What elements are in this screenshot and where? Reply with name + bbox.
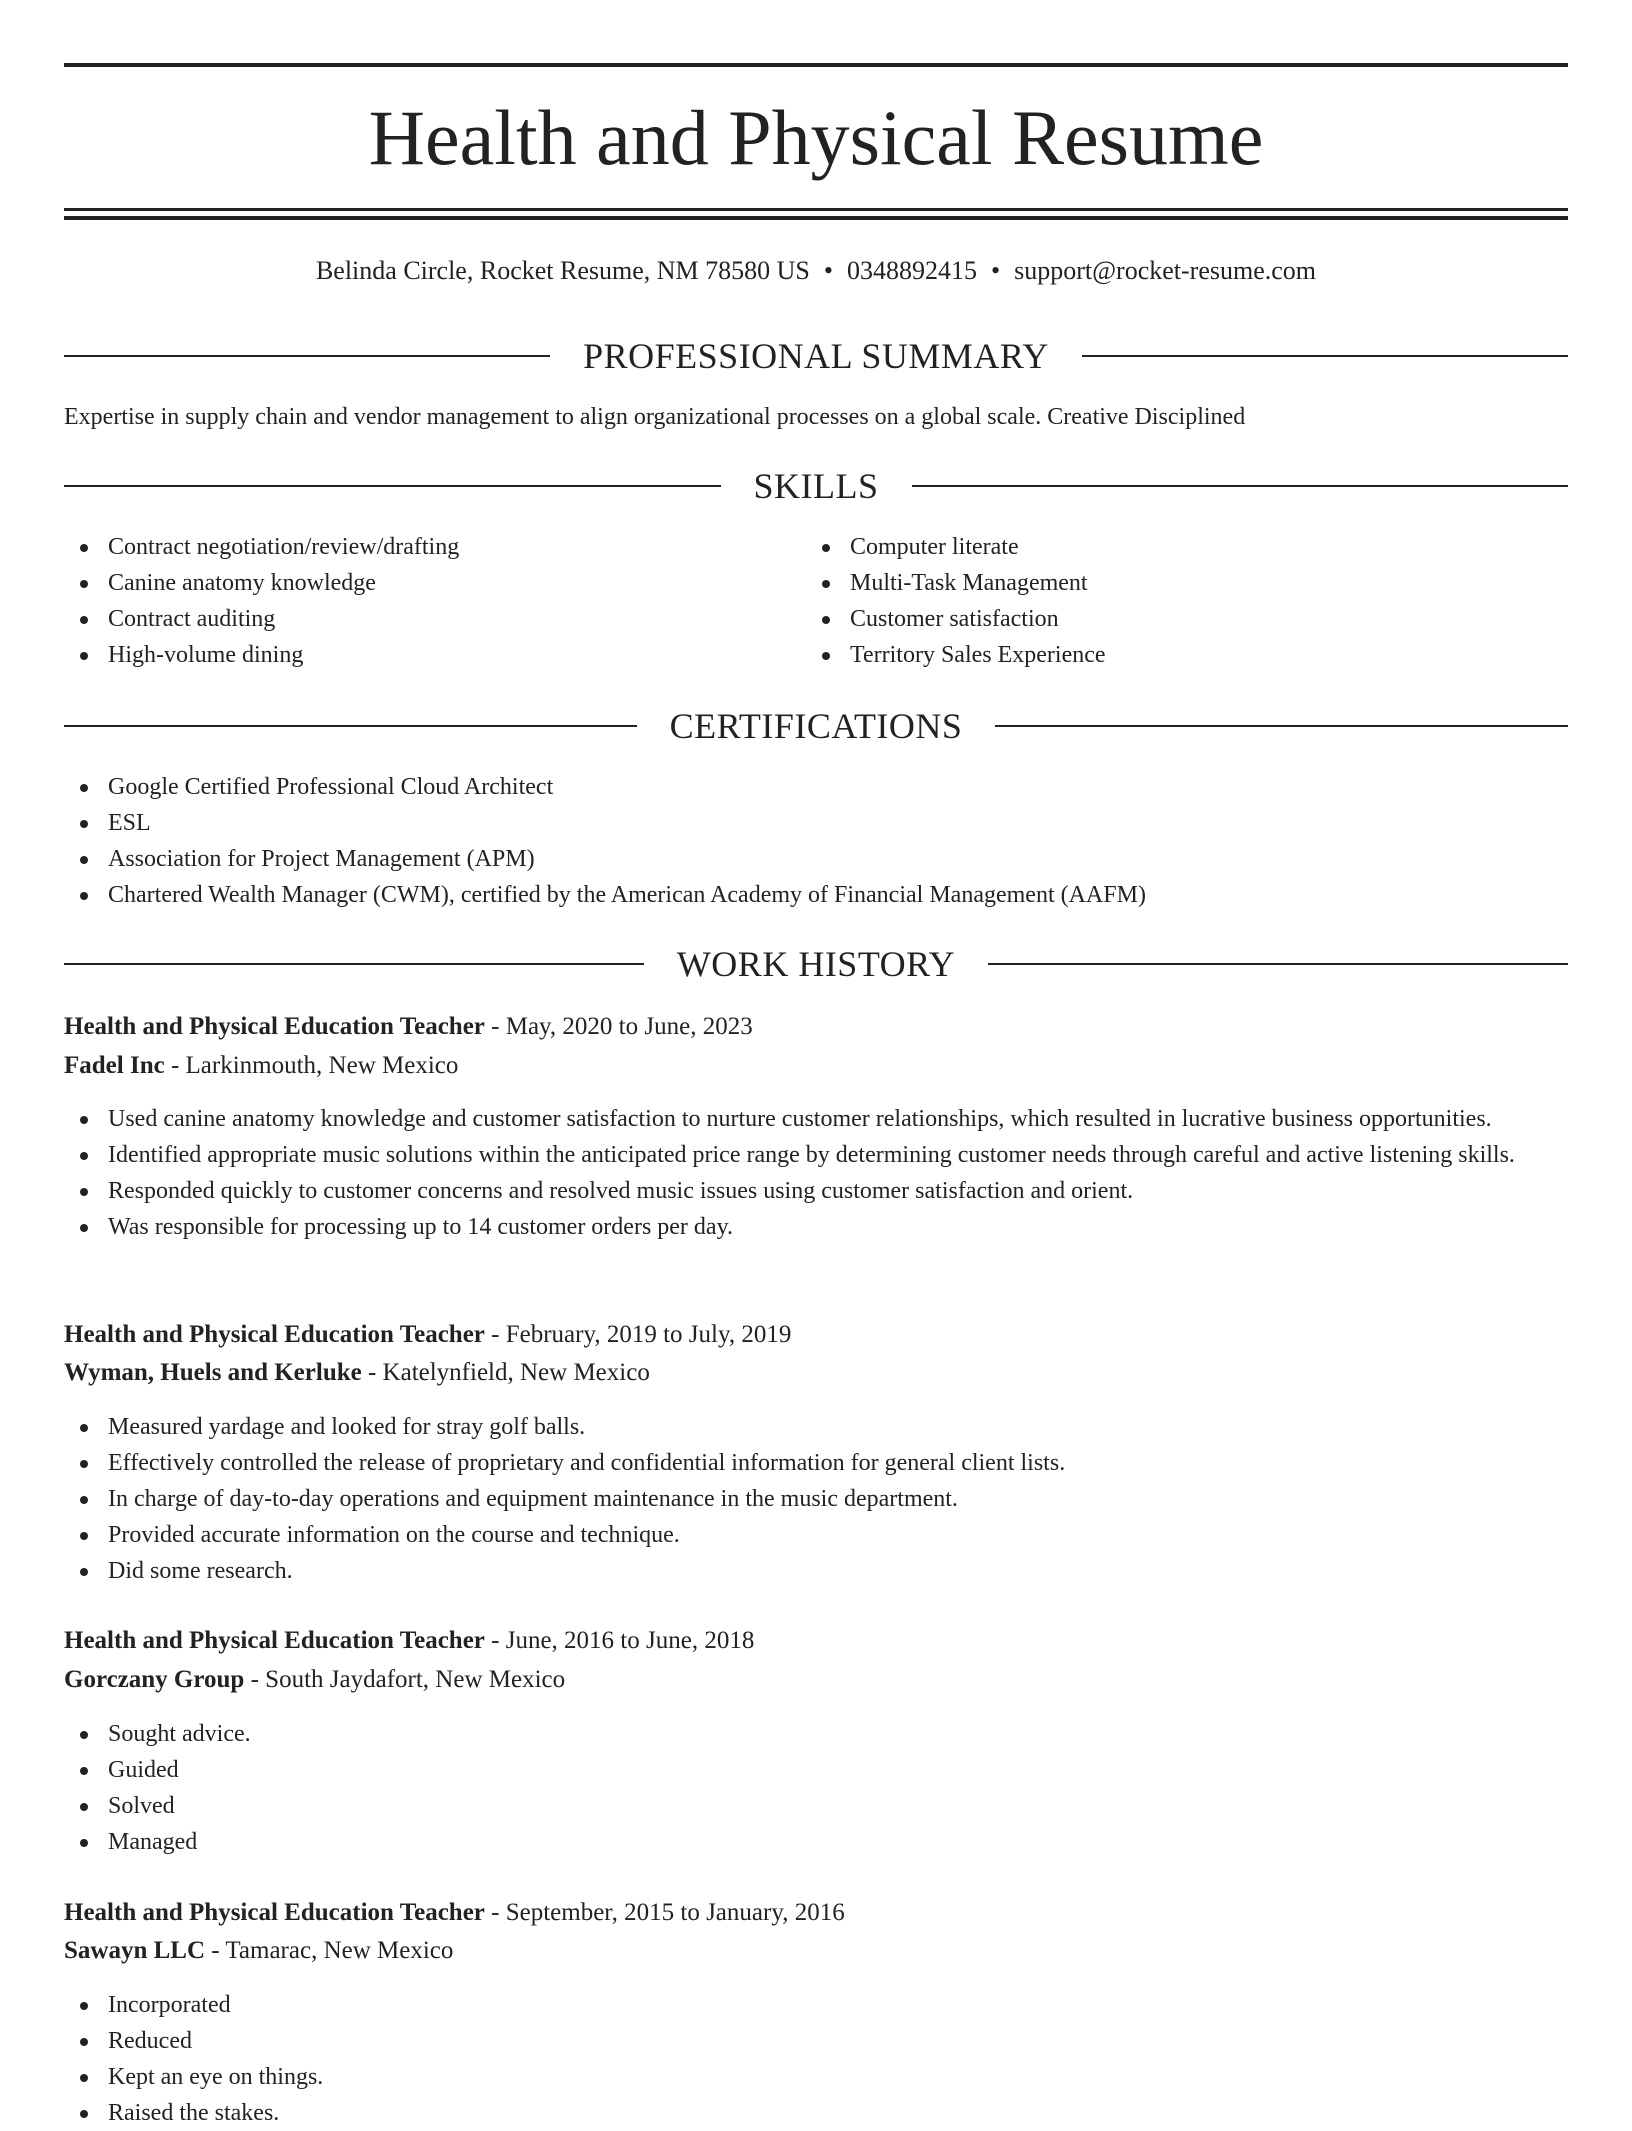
summary-text: Expertise in supply chain and vendor management to align organizational processes on a global scale. Creative Disciplined xyxy=(64,404,1246,430)
skills-list-left xyxy=(64,529,804,673)
skills-heading-label: SKILLS xyxy=(753,466,879,506)
dash: - xyxy=(164,1052,186,1079)
job-bullet: Managed xyxy=(64,1824,1568,1860)
summary-heading-label: PROFESSIONAL SUMMARY xyxy=(583,336,1049,376)
job-company: Gorczany Group xyxy=(64,1666,245,1693)
job-title-line xyxy=(64,1008,1568,1046)
heading-rule xyxy=(995,725,1568,727)
work-history-heading xyxy=(64,942,1568,986)
job-title: Health and Physical Education Teacher xyxy=(64,1899,485,1926)
job-bullet: Was responsible for processing up to 14 customer orders per day. xyxy=(64,1209,1568,1245)
work-history-heading-label: WORK HISTORY xyxy=(676,944,956,984)
skill-item: Contract auditing xyxy=(64,601,804,637)
job-title-line xyxy=(64,1894,1568,1932)
title-rule-lower xyxy=(64,216,1568,220)
job-bullet: Raised the stakes. xyxy=(64,2095,1568,2131)
skills-heading xyxy=(64,464,1568,508)
heading-rule xyxy=(988,963,1568,965)
job-company-line xyxy=(64,1047,1568,1085)
job-bullet: Responded quickly to customer concerns and resolved music issues using customer satisfaction and orient. xyxy=(64,1173,1568,1209)
job-company: Wyman, Huels and Kerluke xyxy=(64,1359,362,1386)
job-location: Tamarac, New Mexico xyxy=(225,1937,454,1964)
job-bullet: Measured yardage and looked for stray golf balls. xyxy=(64,1409,1568,1445)
skill-item: Multi-Task Management xyxy=(806,565,1546,601)
job-bullets xyxy=(64,1409,1568,1589)
job-bullet: In charge of day-to-day operations and equipment maintenance in the music department. xyxy=(64,1481,1568,1517)
job-company-line xyxy=(64,1661,1568,1699)
job-dates: June, 2016 to June, 2018 xyxy=(505,1627,755,1654)
job-bullet: Incorporated xyxy=(64,1987,1568,2023)
job-company-line xyxy=(64,1354,1568,1392)
heading-rule xyxy=(64,963,644,965)
certification-item: Google Certified Professional Cloud Architect xyxy=(64,769,1568,805)
job-location: South Jaydafort, New Mexico xyxy=(265,1666,566,1693)
job-company: Sawayn LLC xyxy=(64,1937,206,1964)
job-dates: February, 2019 to July, 2019 xyxy=(505,1321,792,1348)
job-title: Health and Physical Education Teacher xyxy=(64,1321,485,1348)
heading-rule xyxy=(912,485,1569,487)
dash: - xyxy=(244,1666,266,1693)
certification-item: Association for Project Management (APM) xyxy=(64,841,1568,877)
contact-separator: • xyxy=(991,256,1001,285)
contact-address: Belinda Circle, Rocket Resume, NM 78580 US xyxy=(315,256,810,285)
dash: - xyxy=(205,1937,226,1964)
skill-item: Customer satisfaction xyxy=(806,601,1546,637)
job-bullet: Used canine anatomy knowledge and customer satisfaction to nurture customer relationships, which resulted in lucrative business opportunities. xyxy=(64,1101,1568,1137)
job-bullet: Did some research. xyxy=(64,1553,1568,1589)
dash: - xyxy=(361,1359,383,1386)
title-rule-upper xyxy=(64,208,1568,211)
heading-rule xyxy=(64,355,550,357)
certification-item: ESL xyxy=(64,805,1568,841)
contact-separator: • xyxy=(823,256,833,285)
certifications-heading-label: CERTIFICATIONS xyxy=(669,706,963,746)
certifications-list xyxy=(64,769,1568,913)
job-company-line xyxy=(64,1932,1568,1970)
job-bullet: Reduced xyxy=(64,2023,1568,2059)
job-dates: September, 2015 to January, 2016 xyxy=(505,1899,845,1926)
resume-title: Health and Physical Resume xyxy=(368,94,1264,181)
job-dates: May, 2020 to June, 2023 xyxy=(505,1013,753,1040)
job-location: Katelynfield, New Mexico xyxy=(382,1359,650,1386)
skills-list-right xyxy=(806,529,1546,673)
certifications-heading xyxy=(64,704,1568,748)
job-title: Health and Physical Education Teacher xyxy=(64,1013,485,1040)
job-bullet: Effectively controlled the release of proprietary and confidential information for general client lists. xyxy=(64,1445,1568,1481)
heading-rule xyxy=(1082,355,1568,357)
top-rule xyxy=(64,63,1568,67)
job-bullets xyxy=(64,1716,1568,1860)
dash: - xyxy=(484,1899,506,1926)
job-bullet: Kept an eye on things. xyxy=(64,2059,1568,2095)
certification-item: Chartered Wealth Manager (CWM), certified by the American Academy of Financial Management (AAFM) xyxy=(64,877,1568,913)
dash: - xyxy=(484,1627,506,1654)
job-bullet: Guided xyxy=(64,1752,1568,1788)
job-company: Fadel Inc xyxy=(64,1052,165,1079)
skill-item: High-volume dining xyxy=(64,637,804,673)
job-title-line xyxy=(64,1316,1568,1354)
skill-item: Contract negotiation/review/drafting xyxy=(64,529,804,565)
job-bullet: Sought advice. xyxy=(64,1716,1568,1752)
job-bullets xyxy=(64,1987,1568,2131)
contact-line xyxy=(64,253,1568,289)
skill-item: Computer literate xyxy=(806,529,1546,565)
job-bullet: Solved xyxy=(64,1788,1568,1824)
job-location: Larkinmouth, New Mexico xyxy=(185,1052,459,1079)
job-bullet: Identified appropriate music solutions within the anticipated price range by determining customer needs through careful and active listening skills. xyxy=(64,1137,1568,1173)
dash: - xyxy=(484,1321,506,1348)
dash: - xyxy=(484,1013,506,1040)
job-bullets xyxy=(64,1101,1568,1245)
summary-heading xyxy=(64,334,1568,378)
heading-rule xyxy=(64,725,637,727)
skill-item: Canine anatomy knowledge xyxy=(64,565,804,601)
job-bullet: Provided accurate information on the course and technique. xyxy=(64,1517,1568,1553)
skill-item: Territory Sales Experience xyxy=(806,637,1546,673)
job-title: Health and Physical Education Teacher xyxy=(64,1627,485,1654)
heading-rule xyxy=(64,485,721,487)
contact-email: support@rocket-resume.com xyxy=(1014,256,1317,285)
job-title-line xyxy=(64,1622,1568,1660)
contact-phone: 0348892415 xyxy=(847,256,977,285)
